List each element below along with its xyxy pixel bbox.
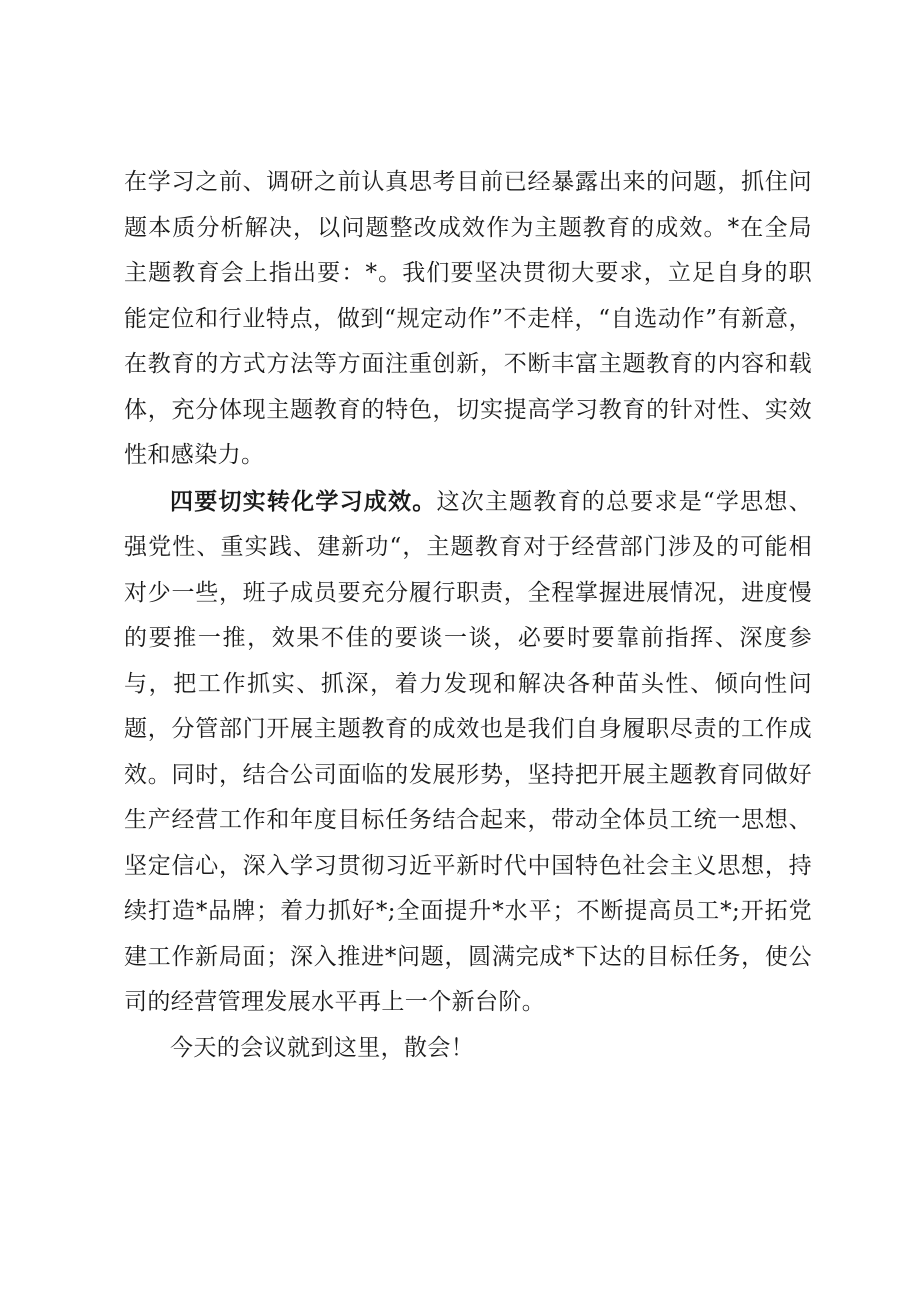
paragraph-1 <box>124 160 812 479</box>
paragraph-2-text: 这次主题教育的总要求是“学思想、强党性、重实践、建新功“，主题教育对于经营部门涉及的可能相对少一些，班子成员要充分履行职责，全程掌握进展情况，进度慢的要推一推，效果不佳的要谈一谈，必要时要靠前指挥、深度参与，把工作抓实、抓深，着力发现和解决各种苗头性、倾向性问题，分管部门开展主题教育的成效也是我们自身履职尽责的工作成效。同时，结合公司面临的发展形势，坚持把开展主题教育同做好生产经营工作和年度目标任务结合起来，带动全体员工统一思想、坚定信心，深入学习贯彻习近平新时代中国特色社会主义思想，持续打造*品牌；着力抓好*;全面提升*水平；不断提高员工*;开拓党建工作新局面；深入推进*问题，圆满完成*下达的目标任务，使公司的经营管理发展水平再上一个新台阶。 <box>124 488 812 1015</box>
paragraph-1-text: 在学习之前、调研之前认真思考目前已经暴露出来的问题，抓住问题本质分析解决，以问题整改成效作为主题教育的成效。*在全局主题教育会上指出要：*。我们要坚决贯彻大要求，立足自身的职能定位和行业特点，做到“规定动作”不走样，“自选动作”有新意，在教育的方式方法等方面注重创新，不断丰富主题教育的内容和载体，充分体现主题教育的特色，切实提高学习教育的针对性、实效性和感染力。 <box>124 169 812 468</box>
paragraph-2 <box>124 479 812 1026</box>
document-body <box>124 160 812 1071</box>
closing-remark-text: 今天的会议就到这里，散会！ <box>170 1034 475 1061</box>
paragraph-2-heading: 四要切实转化学习成效。 <box>170 487 437 515</box>
closing-remark <box>124 1026 812 1072</box>
